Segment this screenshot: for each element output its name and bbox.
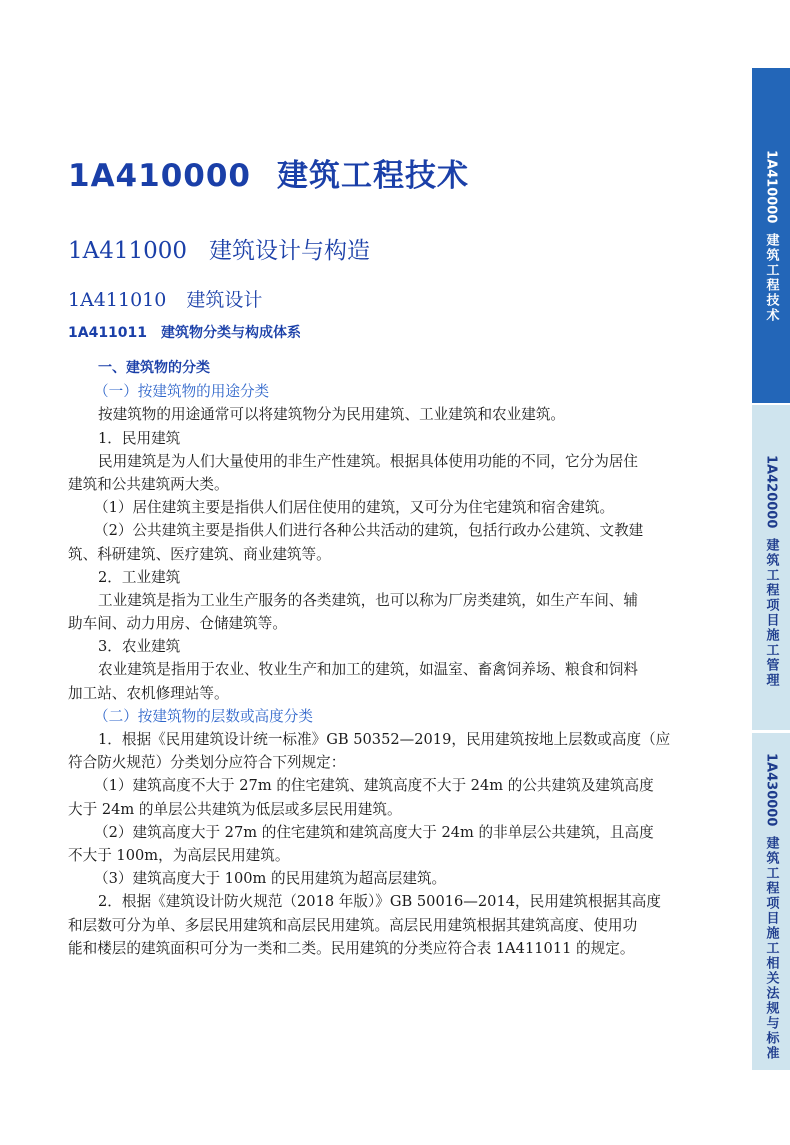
- chapter-code: 1A410000: [68, 158, 251, 194]
- paragraph-line: 建筑和公共建筑两大类。: [68, 475, 229, 493]
- subsection-title: 建筑设计: [186, 289, 263, 311]
- paragraph-line: 助车间、动力用房、仓储建筑等。: [68, 615, 287, 633]
- side-tab-regulations[interactable]: [752, 733, 790, 1070]
- side-tab-project-management[interactable]: [752, 405, 790, 730]
- side-tab-code: 1A430000: [763, 753, 779, 827]
- paragraph-line: 和层数可分为单、多层民用建筑和高层民用建筑。高层民用建筑根据其建筑高度、使用功: [68, 916, 638, 934]
- side-tab-code: 1A420000: [763, 455, 779, 529]
- paragraph-line: 2．根据《建筑设计防火规范（2018 年版）》GB 50016—2014，民用建筑根据其高度: [98, 893, 661, 911]
- subsection-code: 1A411010: [68, 289, 167, 311]
- topic-heading: [68, 322, 301, 342]
- side-tab-building-tech[interactable]: [752, 68, 790, 403]
- side-tab-title: 建筑工程技术: [763, 233, 779, 324]
- paragraph-line: 按建筑物的用途通常可以将建筑物分为民用建筑、工业建筑和农业建筑。: [98, 406, 566, 424]
- paragraph-line: 1．根据《民用建筑设计统一标准》GB 50352—2019，民用建筑按地上层数或高度（应: [98, 731, 671, 748]
- topic-title: 建筑物分类与构成体系: [161, 325, 302, 341]
- sub-category-heading: （一）按建筑物的用途分类: [94, 383, 270, 401]
- paragraph-line: 能和楼层的建筑面积可分为一类和二类。民用建筑的分类应符合表 1A411011 的规定。: [68, 939, 635, 957]
- list-item-title: 3．农业建筑: [98, 638, 181, 656]
- paragraph-line: 大于 24m 的单层公共建筑为低层或多层民用建筑。: [68, 800, 402, 818]
- section-title: 建筑设计与构造: [209, 238, 371, 264]
- paragraph-line: （2）公共建筑主要是指供人们进行各种公共活动的建筑，包括行政办公建筑、文教建: [94, 522, 644, 540]
- paragraph-line: 工业建筑是指为工业生产服务的各类建筑，也可以称为厂房类建筑，如生产车间、辅: [98, 591, 638, 609]
- list-item-title: 2．工业建筑: [98, 568, 181, 586]
- chapter-title: 建筑工程技术: [276, 158, 469, 194]
- section-heading: [68, 232, 370, 265]
- side-tab-title: 建筑工程项目施工管理: [763, 538, 779, 689]
- paragraph-line: （1）居住建筑主要是指供人们居住使用的建筑，又可分为住宅建筑和宿舍建筑。: [94, 499, 615, 517]
- list-item-title: 1．民用建筑: [98, 429, 181, 447]
- side-tab-title: 建筑工程项目施工相关法规与标准: [763, 836, 779, 1062]
- paragraph-line: 符合防火规范）分类划分应符合下列规定：: [68, 754, 346, 772]
- paragraph-line: 民用建筑是为人们大量使用的非生产性建筑。根据具体使用功能的不同，它分为居住: [98, 452, 638, 470]
- section-code: 1A411000: [68, 238, 188, 264]
- sub-category-heading: （二）按建筑物的层数或高度分类: [94, 707, 313, 725]
- body-text: [68, 357, 728, 960]
- paragraph-line: （1）建筑高度不大于 27m 的住宅建筑、建筑高度不大于 24m 的公共建筑及建筑高度: [94, 777, 654, 795]
- paragraph-line: 不大于 100m，为高层民用建筑。: [68, 846, 290, 864]
- side-tab-code: 1A410000: [763, 150, 779, 224]
- category-heading: 一、建筑物的分类: [98, 360, 210, 376]
- paragraph-line: 农业建筑是指用于农业、牧业生产和加工的建筑，如温室、畜禽饲养场、粮食和饲料: [98, 661, 638, 679]
- paragraph-line: 加工站、农机修理站等。: [68, 684, 229, 702]
- paragraph-line: （2）建筑高度大于 27m 的住宅建筑和建筑高度大于 24m 的非单层公共建筑，且高度: [94, 823, 654, 841]
- subsection-heading: [68, 285, 262, 312]
- chapter-heading: [68, 150, 469, 195]
- paragraph-line: 筑、科研建筑、医疗建筑、商业建筑等。: [68, 545, 331, 563]
- topic-code: 1A411011: [68, 325, 148, 341]
- paragraph-line: （3）建筑高度大于 100m 的民用建筑为超高层建筑。: [94, 870, 447, 888]
